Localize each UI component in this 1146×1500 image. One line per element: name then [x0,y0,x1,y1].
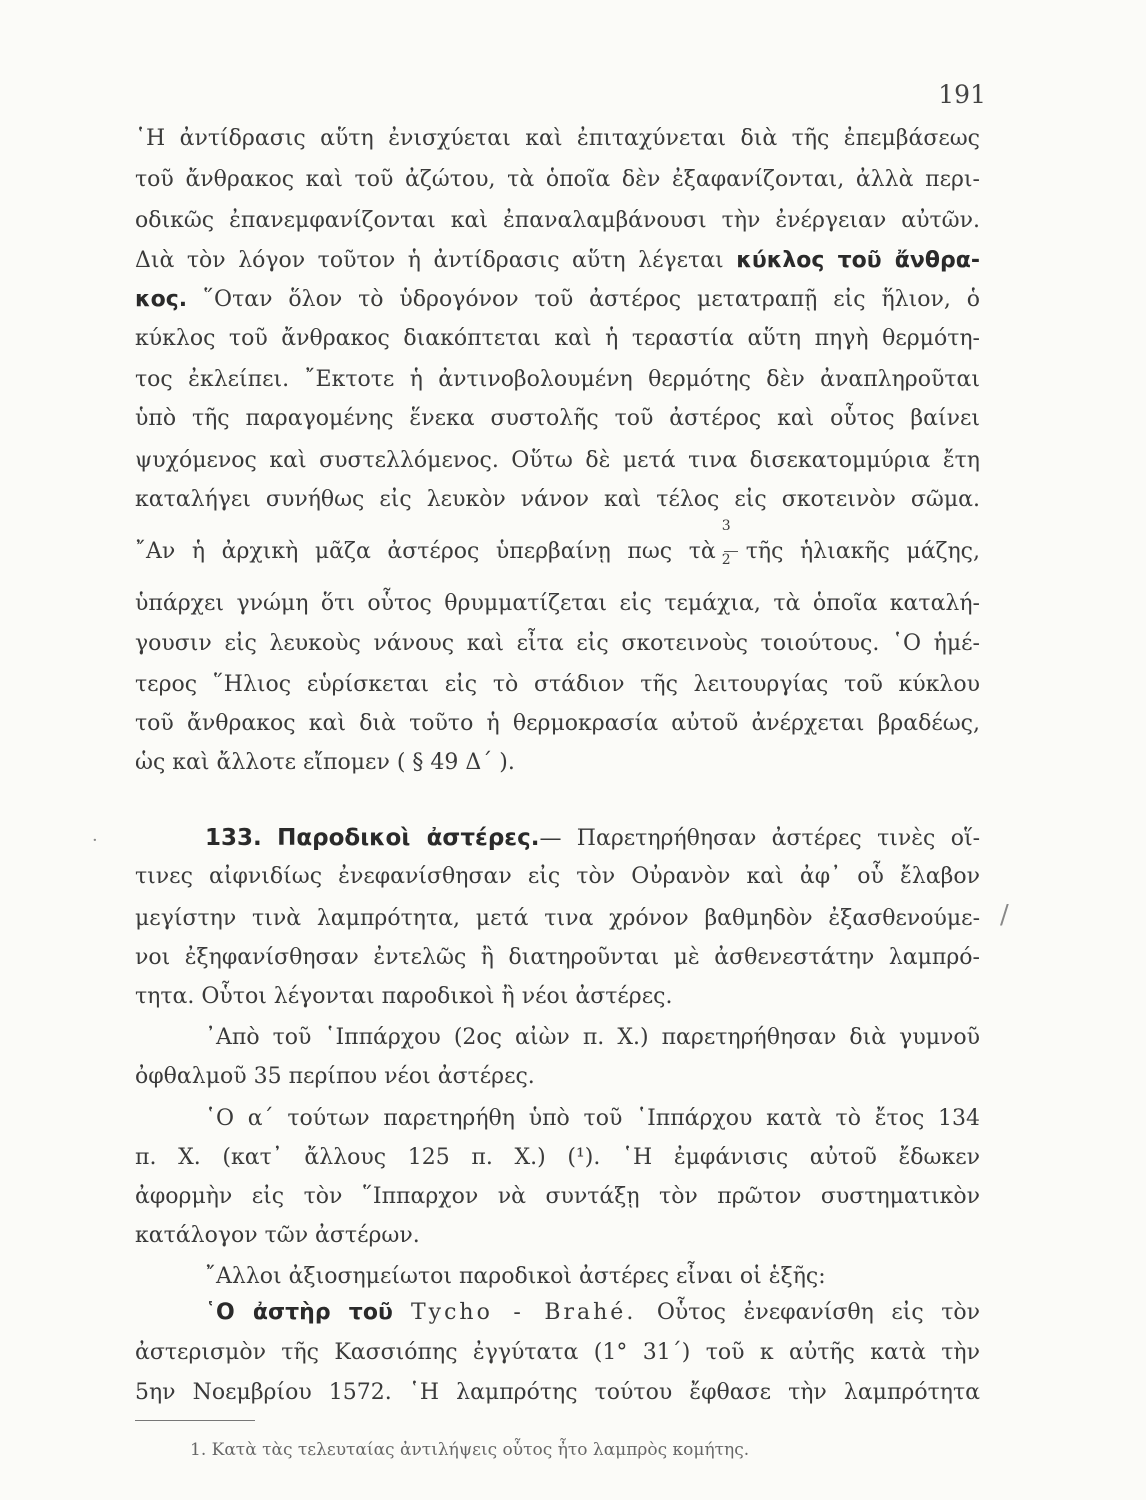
page-number: 191 [938,80,986,109]
text-line: ᾿Απὸ τοῦ ῾Ιππάρχου (2ος αἰὼν π. Χ.) παρετηρήθησαν διὰ γυμνοῦ [205,1025,980,1051]
text-line [135,283,980,317]
fraction-denominator: 2 [721,552,731,569]
text-line: 5ην Νοεμβρίου 1572. ῾Η λαμπρότης τούτου ἔφθασε τὴν λαμπρότητα [135,1380,980,1405]
text-line: ψυχόμενος καὶ συστελλόμενος. Οὕτω δὲ μετά τινα δισεκατομμύρια ἔτη [135,447,980,473]
fraction-numerator: 3 [721,518,731,535]
text-line: π. Χ. (κατ᾽ ἄλλους 125 π. Χ.) (¹). ῾Η ἐμφάνισις αὐτοῦ ἔδωκεν [135,1144,980,1170]
bold-term: κος. [135,286,188,312]
text-segment: ῞Οταν ὅλον τὸ ὑδρογόνον τοῦ ἀστέρος μετατραπῇ εἰς ἥλιον, ὁ [187,286,980,312]
stray-mark: · [92,830,98,851]
section-heading-line [205,821,980,856]
text-line: οδικῶς ἐπανεμφανίζονται καὶ ἐπαναλαμβάνουσι τὴν ἐνέργειαν αὐτῶν. [135,208,980,234]
text-line: ἀστερισμὸν τῆς Κασσιόπης ἐγγύτατα (1° 31΄) τοῦ κ αὐτῆς κατὰ τὴν [135,1340,980,1365]
text-line: ὑπὸ τῆς παραγομένης ἕνεκα συστολῆς τοῦ ἀστέρος καὶ οὗτος βαίνει [135,406,980,432]
text-segment: Οὗτος ἐνεφανίσθη εἰς τὸν [656,1300,980,1325]
bold-term: κύκλος τοῦ ἄνθρα- [736,247,980,273]
text-segment: Διὰ τὸν λόγον τοῦτον ἡ ἀντίδρασις αὕτη λέγεται [135,247,737,273]
text-line: ῾Η ἀντίδρασις αὕτη ἐνισχύεται καὶ ἐπιταχύνεται διὰ τῆς ἐπεμβάσεως [135,126,980,151]
person-name: Tycho - Brahé. [411,1300,657,1325]
text-line: γουσιν εἰς λευκοὺς νάνους καὶ εἶτα εἰς σκοτεινοὺς τοιούτους. ῾Ο ἡμέ- [135,630,980,656]
fraction [721,518,740,569]
footnote: 1. Κατὰ τὰς τελευταίας ἀντιλήψεις οὗτος ἦτο λαμπρὸς κομήτης. [190,1440,750,1460]
section-title: Παροδικοὶ ἀστέρες. [277,825,540,852]
text-line: ῾Ο α΄ τούτων παρετηρήθη ὑπὸ τοῦ ῾Ιππάρχου κατὰ τὸ ἔτος 134 [205,1105,980,1131]
text-line: κύκλος τοῦ ἄνθρακος διακόπτεται καὶ ἡ τεραστία αὕτη πηγὴ θερμότη- [135,326,980,352]
text-segment: — Παρετηρήθησαν ἀστέρες τινὲς οἵ- [539,826,981,852]
text-segment: ῎Αν ἡ ἀρχικὴ μᾶζα ἀστέρος ὑπερβαίνῃ πως τὰ [135,539,716,565]
text-line: τοῦ ἄνθρακος καὶ διὰ τοῦτο ἡ θερμοκρασία αὐτοῦ ἀνέρχεται βραδέως, [135,711,980,737]
text-segment: τῆς ἡλιακῆς μάζης, [745,539,980,565]
text-line: ῎Αλλοι ἀξιοσημείωτοι παροδικοὶ ἀστέρες εἶναι οἱ ἑξῆς: [205,1264,826,1290]
text-line: τος ἐκλείπει. ῎Εκτοτε ἡ ἀντινοβολουμένη θερμότης δὲν ἀναπληροῦται [135,367,980,393]
text-line [135,244,980,278]
text-line: τητα. Οὗτοι λέγονται παροδικοὶ ἢ νέοι ἀστέρες. [135,984,673,1010]
text-line: ὡς καὶ ἄλλοτε εἴπομεν ( § 49 Δ΄ ). [135,750,515,776]
text-line [205,1296,980,1330]
text-line: τερος ῞Ηλιος εὑρίσκεται εἰς τὸ στάδιον τῆς λειτουργίας τοῦ κύκλου [135,671,980,697]
text-line: κατάλογον τῶν ἀστέρων. [135,1223,420,1249]
text-line: τοῦ ἄνθρακος καὶ τοῦ ἀζώτου, τὰ ὁποῖα δὲν ἐξαφανίζονται, ἀλλὰ περι- [135,167,980,193]
text-line: ὀφθαλμοῦ 35 περίπου νέοι ἀστέρες. [135,1064,535,1090]
text-line: καταλήγει συνήθως εἰς λευκὸν νάνον καὶ τέλος εἰς σκοτεινὸν σῶμα. [135,486,980,512]
margin-mark: / [1000,900,1009,930]
bold-term: ῾Ο ἀστὴρ τοῦ [205,1300,411,1325]
text-line: νοι ἐξηφανίσθησαν ἐντελῶς ἢ διατηροῦνται μὲ ἀσθενεστάτην λαμπρό- [135,944,980,970]
footnote-rule [135,1420,255,1421]
text-line: ἀφορμὴν εἰς τὸν ῞Ιππαρχον νὰ συντάξῃ τὸν πρῶτον συστηματικὸν [135,1184,980,1210]
text-line [135,518,980,569]
section-number: 133. [205,825,262,852]
text-line: μεγίστην τινὰ λαμπρότητα, μετά τινα χρόνον βαθμηδὸν ἐξασθενούμε- [135,905,980,931]
text-line: τινες αἰφνιδίως ἐνεφανίσθησαν εἰς τὸν Οὐρανὸν καὶ ἀφ᾽ οὗ ἔλαβον [135,864,980,890]
text-line: ὑπάρχει γνώμη ὅτι οὗτος θρυμματίζεται εἰς τεμάχια, τὰ ὁποῖα καταλή- [135,591,980,617]
